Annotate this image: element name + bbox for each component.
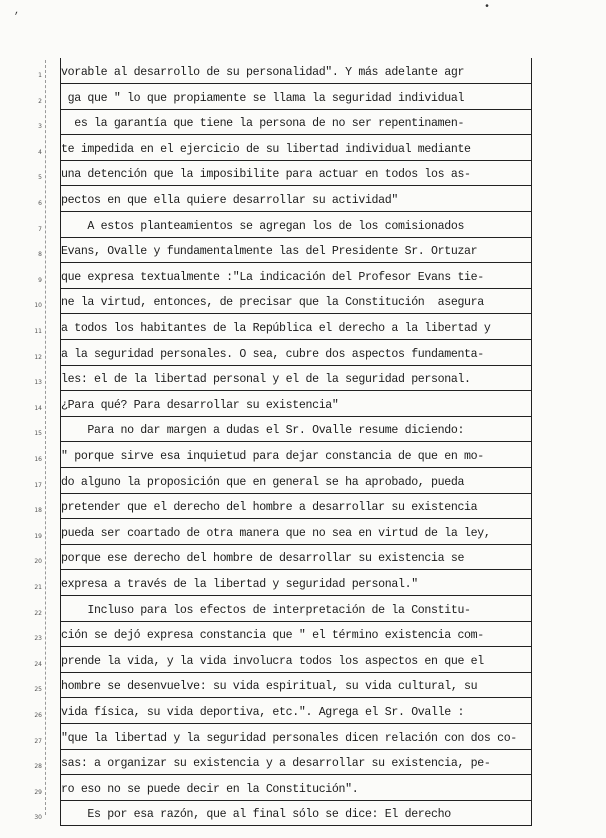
line-number: 24 <box>34 660 42 668</box>
text-line <box>60 135 532 161</box>
text-line <box>60 314 532 340</box>
text-line <box>60 647 532 673</box>
text-line-content: les: el de la libertad personal y el de la seguridad personal. <box>61 373 471 387</box>
text-line-content: ne la virtud, entonces, de precisar que la Constitución asegura <box>61 296 484 310</box>
text-line <box>60 212 532 238</box>
text-line <box>60 186 532 212</box>
text-line-content: que expresa textualmente :"La indicación del Profesor Evans tie- <box>61 270 484 284</box>
text-line-content: do alguno la proposición que en general se ha aprobado, pueda <box>61 475 465 489</box>
line-number: 8 <box>38 251 42 259</box>
line-number: 20 <box>34 558 42 566</box>
text-line-content: pectos en que ella quiere desarrollar su actividad" <box>61 194 398 207</box>
line-number: 26 <box>34 712 42 719</box>
line-number: 17 <box>34 481 42 489</box>
text-line <box>60 519 532 545</box>
text-line <box>60 775 532 801</box>
text-line-content: ro eso no se puede decir en la Constitución". <box>61 782 359 796</box>
line-number: 9 <box>38 276 42 284</box>
text-line <box>60 160 532 186</box>
line-number: 14 <box>34 404 42 412</box>
text-line-content: Evans, Ovalle y fundamentalmente las del Presidente Sr. Ortuzar <box>61 245 478 259</box>
line-number: 18 <box>34 507 42 515</box>
corner-mark-left: , <box>14 6 21 17</box>
line-number: 27 <box>34 737 42 745</box>
line-number: 7 <box>38 225 42 233</box>
line-number: 4 <box>38 148 42 156</box>
text-line-content: vorable al desarrollo de su personalidad". Y más adelante agr <box>61 66 465 79</box>
line-number: 25 <box>34 686 42 694</box>
text-line-content: una detención que la imposibilite para actuar en todos los as- <box>61 168 471 182</box>
text-line <box>60 800 532 826</box>
line-number: 10 <box>34 302 42 310</box>
text-line <box>60 749 532 775</box>
line-number: 28 <box>34 763 42 771</box>
text-line-content: "que la libertad y la seguridad personales dicen relación con dos co- <box>61 731 517 745</box>
text-line <box>60 493 532 519</box>
text-line <box>60 416 532 442</box>
text-line-content: hombre se desenvuelve: su vida espiritual, su vida cultural, su <box>61 680 478 694</box>
line-number: 21 <box>34 584 42 591</box>
text-line-content: Incluso para los efectos de interpretación de la Constitu- <box>61 603 471 617</box>
text-line <box>60 58 532 84</box>
text-line <box>60 442 532 468</box>
line-number: 30 <box>34 814 42 822</box>
text-line-content: sas: a organizar su existencia y a desarrollar su existencia, pe- <box>61 757 491 771</box>
line-number: 11 <box>34 328 42 335</box>
text-line <box>60 391 532 417</box>
text-line-content: es la garantía que tiene la persona de no ser repentinamen- <box>61 117 465 131</box>
text-line <box>60 263 532 289</box>
text-line-content: te impedida en el ejercicio de su libertad individual mediante <box>61 142 471 156</box>
text-line-content: Es por esa razón, que al final sólo se dice: El derecho <box>61 808 451 822</box>
line-number: 19 <box>34 532 42 540</box>
text-line <box>60 570 532 596</box>
line-number: 16 <box>34 456 42 463</box>
text-line-content: a la seguridad personales. O sea, cubre dos aspectos fundamenta- <box>61 347 484 361</box>
line-number: 12 <box>34 353 42 361</box>
text-line <box>60 596 532 622</box>
line-number: 6 <box>38 200 42 207</box>
line-number: 2 <box>38 97 42 105</box>
text-line <box>60 621 532 647</box>
text-line-content: ¿Para qué? Para desarrollar su existencia" <box>61 398 339 412</box>
line-number: 13 <box>34 379 42 387</box>
text-line <box>60 288 532 314</box>
corner-mark-right: • <box>484 2 491 13</box>
text-line-content: expresa a través de la libertad y seguridad personal." <box>61 578 418 591</box>
text-line-content: porque ese derecho del hombre de desarrollar su existencia se <box>61 552 465 566</box>
text-line-content: Para no dar margen a dudas el Sr. Ovalle resume diciendo: <box>61 424 465 438</box>
text-line <box>60 365 532 391</box>
text-line <box>60 724 532 750</box>
text-line <box>60 237 532 263</box>
text-line-content: pueda ser coartado de otra manera que no sea en virtud de la ley, <box>61 526 491 540</box>
text-line <box>60 672 532 698</box>
line-number: 29 <box>34 788 42 796</box>
text-line-content: " porque sirve esa inquietud para dejar constancia de que en mo- <box>61 450 484 463</box>
line-number: 23 <box>34 635 42 643</box>
text-line <box>60 544 532 570</box>
text-line <box>60 84 532 110</box>
line-number: 22 <box>34 609 42 617</box>
text-line <box>60 109 532 135</box>
line-number: 3 <box>38 123 42 131</box>
text-line-content: ga que " lo que propiamente se llama la seguridad individual <box>61 91 465 105</box>
margin-rule <box>45 60 46 815</box>
line-number: 15 <box>34 430 42 438</box>
text-line <box>60 698 532 724</box>
text-line-content: ción se dejó expresa constancia que " el término existencia com- <box>61 629 484 643</box>
text-line-content: vida física, su vida deportiva, etc.". Agrega el Sr. Ovalle : <box>61 706 465 719</box>
text-line-content: prende la vida, y la vida involucra todos los aspectos en que el <box>61 654 484 668</box>
text-line-content: A estos planteamientos se agregan los de los comisionados <box>61 219 465 233</box>
text-line-content: pretender que el derecho del hombre a desarrollar su existencia <box>61 501 478 515</box>
line-number: 5 <box>38 174 42 182</box>
text-line-content: a todos los habitantes de la República el derecho a la libertad y <box>61 322 491 335</box>
text-line <box>60 468 532 494</box>
text-line <box>60 340 532 366</box>
line-number: 1 <box>38 72 42 79</box>
